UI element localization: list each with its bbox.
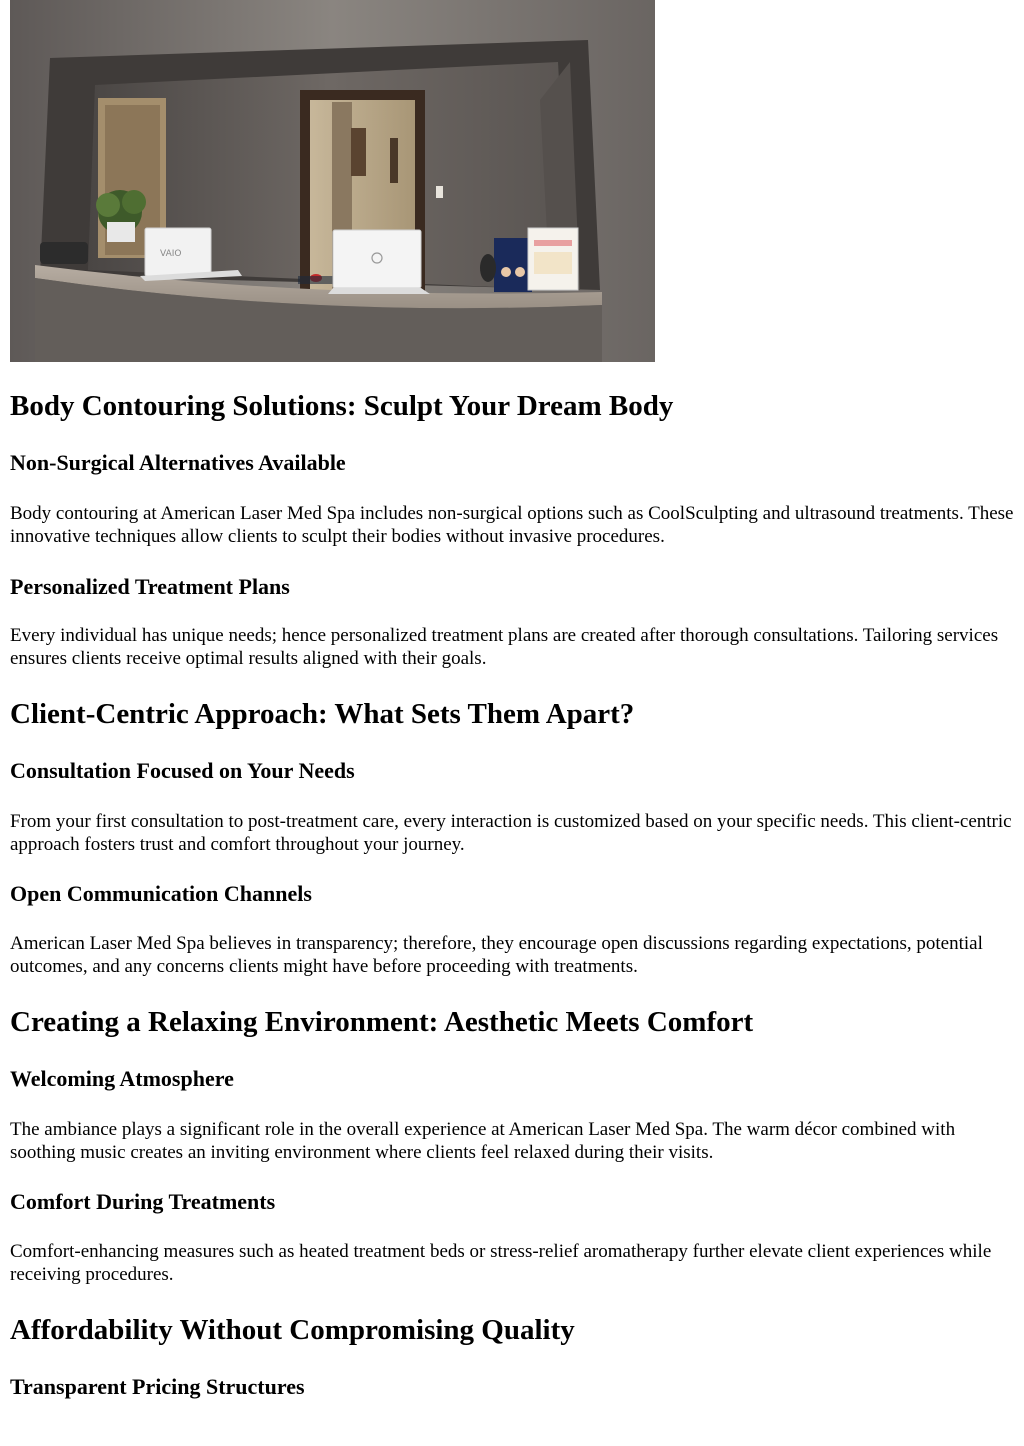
subheading-open-communication: Open Communication Channels <box>10 881 312 906</box>
paragraph-comfort-during-treatments: Comfort-enhancing measures such as heated treatment beds or stress-relief aromatherapy further elevate client experiences while receiving procedures. <box>10 1241 992 1285</box>
subheading-non-surgical-alternatives: Non-Surgical Alternatives Available <box>10 450 346 475</box>
paragraph-non-surgical-alternatives: Body contouring at American Laser Med Spa includes non-surgical options such as CoolSculpting and ultrasound treatments. These innovative techniques allow clients to sculpt their bodies without invasive procedures. <box>10 503 1014 547</box>
subheading-welcoming-atmosphere: Welcoming Atmosphere <box>10 1066 234 1091</box>
section-title-client-centric: Client-Centric Approach: What Sets Them Apart? <box>10 698 635 730</box>
article <box>10 0 1014 1399</box>
paragraph-consultation-focused: From your first consultation to post-treatment care, every interaction is customized based on your specific needs. This client-centric approach fosters trust and comfort throughout your journey. <box>10 811 1012 855</box>
subheading-consultation-focused: Consultation Focused on Your Needs <box>10 758 355 783</box>
section-title-body-contouring: Body Contouring Solutions: Sculpt Your Dream Body <box>10 390 674 422</box>
paragraph-welcoming-atmosphere: The ambiance plays a significant role in the overall experience at American Laser Med Spa. The warm décor combined with soothing music creates an inviting environment where clients feel relaxed during their visits. <box>10 1119 956 1163</box>
reception-desk-photo <box>10 0 655 362</box>
paragraph-open-communication: American Laser Med Spa believes in transparency; therefore, they encourage open discussions regarding expectations, potential outcomes, and any concerns clients might have before proceeding with treatments. <box>10 933 983 977</box>
paragraph-personalized-treatment-plans: Every individual has unique needs; hence personalized treatment plans are created after thorough consultations. Tailoring services ensures clients receive optimal results aligned with their goals. <box>10 625 999 669</box>
subheading-personalized-treatment-plans: Personalized Treatment Plans <box>10 574 290 599</box>
section-title-relaxing-environment: Creating a Relaxing Environment: Aesthetic Meets Comfort <box>10 1006 754 1038</box>
subheading-transparent-pricing: Transparent Pricing Structures <box>10 1374 305 1399</box>
section-title-affordability: Affordability Without Compromising Quality <box>10 1314 575 1346</box>
subheading-comfort-during-treatments: Comfort During Treatments <box>10 1189 276 1214</box>
laptop-brand-label: VAIO <box>160 249 182 259</box>
